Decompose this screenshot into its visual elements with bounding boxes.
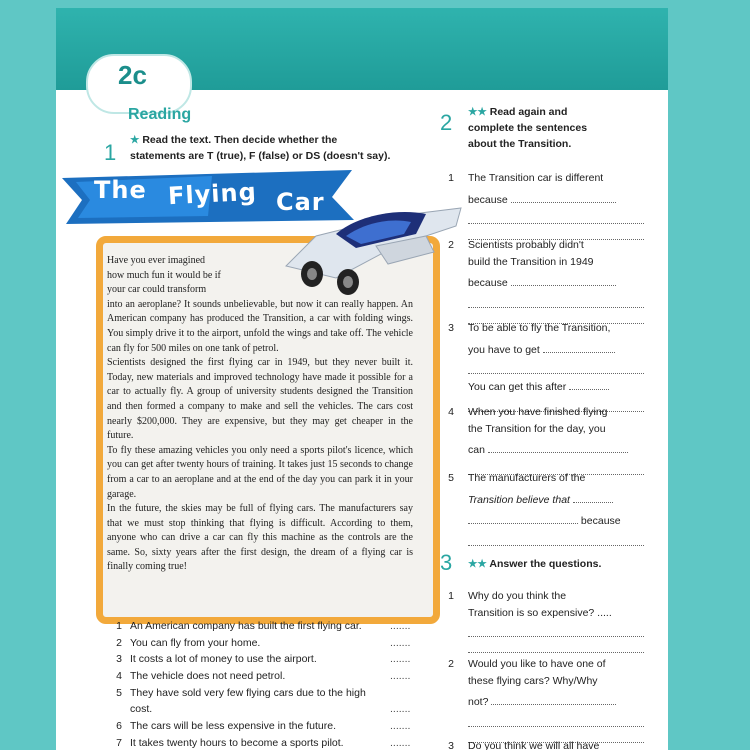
answer-blank[interactable]: ....... bbox=[390, 653, 411, 666]
answer-line[interactable] bbox=[573, 487, 613, 503]
title-word-car: Car bbox=[276, 188, 325, 216]
statement-list bbox=[112, 620, 422, 750]
statement-row: 7 It takes twenty hours to become a sports pilot. ....... bbox=[116, 736, 411, 749]
article-paragraph: Scientists designed the first flying car in 1949, but they never built it. Today, new materials and improved technology have made it possible for a car to actually fly. A group of university students designed the Transition and then formed a company to make and sell the vehicles. The cars cost nearly $200,000. They are expensive, but they may get cheaper in the future. bbox=[107, 357, 413, 442]
exercise-3-instruction: ★★ Answer the questions. bbox=[468, 558, 602, 570]
article-paragraph: into an aeroplane? It sounds unbelievable, but now it can really happen. An American company has produced the Transition, a car with folding wings. You simply drive it to the airport, unfold the wings and take off. The vehicle can fly for 500 miles on one tank of petrol. bbox=[107, 298, 413, 354]
statement-row: 4 The vehicle does not need petrol. ....... bbox=[116, 670, 411, 683]
answer-line[interactable] bbox=[488, 437, 628, 453]
statement-row: 1 An American company has built the first flying car. ....... bbox=[116, 620, 411, 632]
title-word-flying: Flying bbox=[167, 177, 258, 211]
statement-row: cost. ....... bbox=[130, 703, 411, 716]
answer-blank[interactable]: ....... bbox=[390, 703, 411, 716]
answer-line[interactable] bbox=[468, 530, 644, 546]
answer-line[interactable] bbox=[491, 689, 616, 705]
answer-blank[interactable]: ....... bbox=[390, 736, 411, 749]
exercise-3-number: 3 bbox=[440, 550, 453, 575]
statement-row: 5 They have sold very few flying cars due to the high bbox=[116, 686, 366, 699]
answer-blank[interactable]: ....... bbox=[390, 620, 411, 632]
statement-row: 3 It costs a lot of money to use the airport. ....... bbox=[116, 653, 411, 666]
exercise-2-instruction: ★★ Read again and complete the sentences about the Transition. bbox=[468, 106, 588, 150]
exercise-2-number: 2 bbox=[440, 110, 453, 135]
answer-line[interactable] bbox=[569, 374, 609, 390]
answer-blank[interactable]: ....... bbox=[390, 670, 411, 683]
statement-row: 6 The cars will be less expensive in the future. ....... bbox=[116, 720, 411, 733]
answer-line[interactable] bbox=[468, 621, 644, 637]
exercise-1-number: 1 bbox=[104, 140, 117, 165]
answer-line[interactable] bbox=[468, 208, 644, 224]
answer-line[interactable] bbox=[468, 292, 644, 308]
article-intro-line: your car could transform bbox=[107, 284, 207, 296]
star-icon: ★ bbox=[130, 134, 140, 146]
answer-line[interactable] bbox=[511, 187, 616, 203]
stars-icon: ★★ bbox=[468, 558, 487, 570]
section-title: Reading bbox=[128, 106, 192, 123]
article-paragraph: To fly these amazing vehicles you only need a sports pilot's licence, which you can get after twenty hours of training. It takes just 15 seconds to change from a car to an aeroplane and at the end of the day you can park it in your garage. bbox=[107, 444, 413, 500]
article-text bbox=[107, 254, 413, 575]
answer-blank[interactable]: ....... bbox=[390, 720, 411, 733]
exercise-1-instruction: ★ Read the text. Then decide whether the statements are T (true), F (false) or DS (doesn't say). bbox=[130, 134, 391, 162]
answer-line[interactable] bbox=[468, 711, 644, 727]
statement-row: 2 You can fly from your home. ....... bbox=[116, 636, 411, 649]
answer-line[interactable] bbox=[468, 358, 644, 374]
answer-blank[interactable]: ....... bbox=[390, 636, 411, 649]
workbook-page: 2c Reading 1 ★ Read the text. Then decide whether the statements are T (true), F (false) or DS (doesn't say). The Flying Car Have you ever imagined how much fun it would be if your car could transform into an aeroplane? It sounds unbelievable, but now it can really happen. An American company has produced the Transition, a car with folding wings. You simply drive it to the airport, unfold the wings and take off. The vehicle can fly for 500 miles on one tank of petrol. Scientists designed the first flying car in 1949, but they never built it. Today, new materials and improved technology have made it possible for a car to actually fly. A group of university students designed the Transition and then formed a company to make and sell the vehicles. The cars cost nearly $200,000. They are expensive, but they may get cheaper in the future. To fly these amazing vehicles you only need a sports pilot's licence, which you can get after twenty hours of training. It takes just 15 seconds to change from a car to an aeroplane and at the end of the day you can park it in your garage. In the future, the skies may be full of flying cars. The manufacturers say that we must stop thinking that flying is difficult. According to them, anyone who can drive a car can fly this machine as the controls are the same. So, sixty years after the first design, the dream of a flying car is finally coming true! 1 An American company has built the first flying car. ....... 2 You can fly from your home. ....... 3 It costs a lot of money to use the airport. ....... 4 The vehicle does not need petrol. ....... 5 They have sold very few flying cars due to the high cost. ....... 6 The cars will be less expensive in the future. ....... 7 It takes twenty hours to become a sports pilot. ....... 2 ★★ Read again and complete the sentences about the Transition. 1 The Transition car is different because 2 Scientists probably didn't build the Transition in 1949 because 3 To be able to fly the Transition, you have to get You can get this after 4 When you have finished flying the Transition for the day, you can 5 The manufacturers of the Transition believe that because 3 ★★ Answer the questions. 1 Why do you think the Transition is so expensive? ..... 2 Would you like to have one of these flying cars? Why/Why not? 3 Do you think we will all have bbox=[56, 8, 668, 750]
answer-line[interactable] bbox=[468, 508, 578, 524]
article-paragraph: In the future, the skies may be full of flying cars. The manufacturers say that we must stop thinking that flying is difficult. According to them, anyone who can drive a car can fly this machine as the controls are the same. So, sixty years after the first design, the dream of a flying car is finally coming true! bbox=[107, 503, 413, 573]
title-word-the: The bbox=[94, 176, 147, 204]
answer-line[interactable] bbox=[511, 270, 616, 286]
stars-icon: ★★ bbox=[468, 106, 487, 118]
answer-line[interactable] bbox=[468, 637, 644, 653]
article-intro-line: Have you ever imagined bbox=[107, 255, 206, 266]
answer-line[interactable] bbox=[543, 337, 615, 353]
unit-label: 2c bbox=[118, 60, 147, 90]
article-intro-line: how much fun it would be if bbox=[107, 269, 221, 281]
